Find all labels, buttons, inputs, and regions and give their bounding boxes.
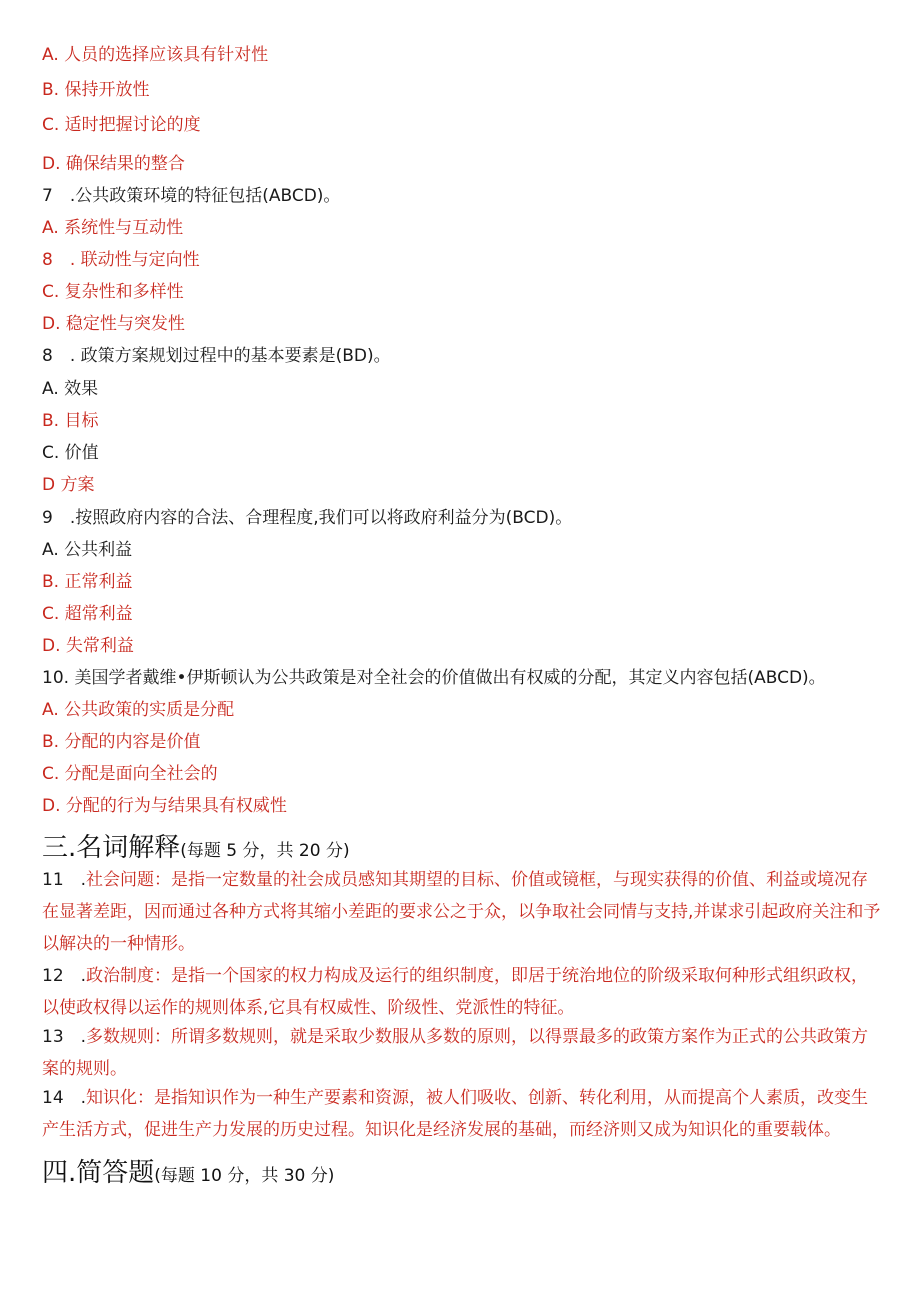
term-13-text: 多数规则：所谓多数规则，就是采取少数服从多数的原则，以得票最多的政策方案作为正式的公共政策方案的规则。 — [42, 1027, 869, 1079]
q7-option-d: D. 稳定性与突发性 — [42, 314, 185, 334]
q6-option-c: C. 适时把握讨论的度 — [42, 115, 201, 135]
section4-title: 四.简答题 — [42, 1158, 155, 1188]
q7-option-c: C. 复杂性和多样性 — [42, 282, 184, 302]
section3-note: (每题 5 分，共 20 分) — [180, 841, 350, 861]
term-14-number: 14 . — [42, 1088, 87, 1108]
q7-option-a: A. 系统性与互动性 — [42, 218, 184, 238]
q9-stem: 9 .按照政府内容的合法、合理程度,我们可以将政府利益分为(BCD)。 — [42, 508, 573, 528]
term-13-number: 13 . — [42, 1027, 87, 1047]
q6-option-b: B. 保持开放性 — [42, 80, 150, 100]
q10-option-c: C. 分配是面向全社会的 — [42, 764, 218, 784]
q8-option-a: A. 效果 — [42, 379, 99, 399]
q8-option-c: C. 价值 — [42, 443, 99, 463]
section3-heading — [42, 827, 350, 864]
q8-stem: 8 . 政策方案规划过程中的基本要素是(BD)。 — [42, 346, 391, 366]
term-13 — [42, 1021, 882, 1085]
term-14-text: 知识化：是指知识作为一种生产要素和资源，被人们吸收、创新、转化利用，从而提高个人素质，改变生产生活方式，促进生产力发展的历史过程。知识化是经济发展的基础，而经济则又成为知识化的重要载体。 — [42, 1088, 869, 1140]
q7-stem: 7 .公共政策环境的特征包括(ABCD)。 — [42, 186, 341, 206]
section4-heading — [42, 1152, 334, 1189]
q7-option-b: 8 . 联动性与定向性 — [42, 250, 200, 270]
q6-option-a: A. 人员的选择应该具有针对性 — [42, 45, 269, 65]
q9-option-a: A. 公共利益 — [42, 540, 133, 560]
q10-stem: 10. 美国学者戴维•伊斯顿认为公共政策是对全社会的价值做出有权威的分配，其定义内容包括(ABCD)。 — [42, 668, 826, 688]
term-12-number: 12 . — [42, 966, 87, 986]
q9-option-d: D. 失常利益 — [42, 636, 134, 656]
q10-option-d: D. 分配的行为与结果具有权威性 — [42, 796, 287, 816]
term-11-text: 社会问题：是指一定数量的社会成员感知其期望的目标、价值或镜框，与现实获得的价值、利益或境况存在显著差距，因而通过各种方式将其缩小差距的要求公之于众，以争取社会同情与支持,并谋求引起政府关注和予以解决的一种情形。 — [42, 870, 881, 954]
q9-option-b: B. 正常利益 — [42, 572, 133, 592]
section3-title: 三.名词解释 — [42, 833, 181, 863]
term-12-text: 政治制度：是指一个国家的权力构成及运行的组织制度，即居于统治地位的阶级采取何种形式组织政权，以使政权得以运作的规则体系,它具有权威性、阶级性、党派性的特征。 — [42, 966, 869, 1018]
term-11-number: 11 . — [42, 870, 87, 890]
term-14 — [42, 1082, 882, 1146]
q8-option-b: B. 目标 — [42, 411, 99, 431]
q6-option-d: D. 确保结果的整合 — [42, 154, 185, 174]
term-11 — [42, 864, 882, 960]
q10-option-b: B. 分配的内容是价值 — [42, 732, 201, 752]
section4-note: (每题 10 分，共 30 分) — [154, 1166, 335, 1186]
q9-option-c: C. 超常利益 — [42, 604, 133, 624]
q8-option-d: D 方案 — [42, 475, 95, 495]
term-12 — [42, 960, 882, 1024]
q10-option-a: A. 公共政策的实质是分配 — [42, 700, 235, 720]
